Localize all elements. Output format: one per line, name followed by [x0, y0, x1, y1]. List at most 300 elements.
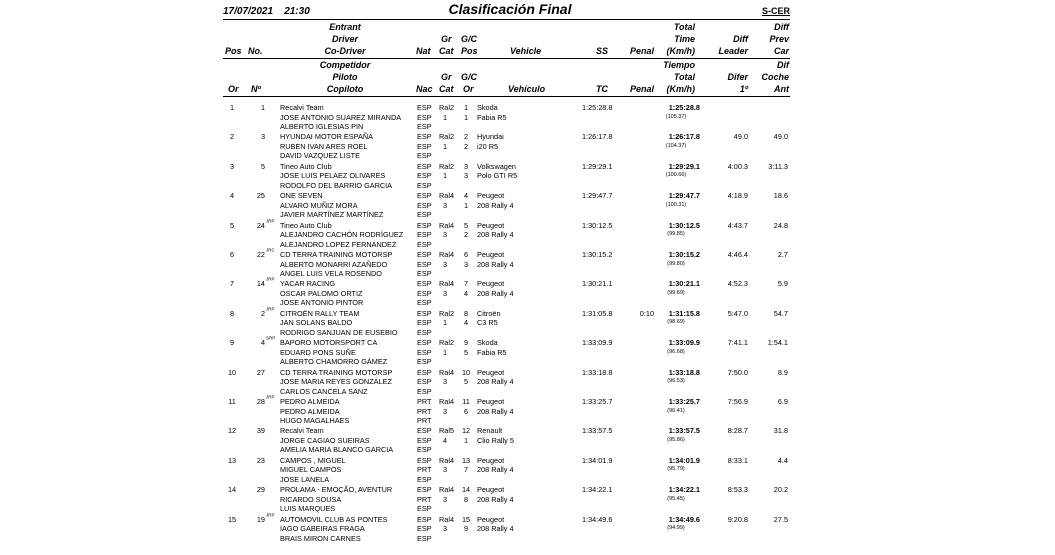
nat-driver: ESP: [417, 318, 432, 328]
category: 3: [442, 494, 448, 504]
col-gc-pos: Pos: [461, 46, 478, 56]
ss-time: 1:29:29.1: [582, 161, 613, 171]
vehicle-model: Fabia R5: [477, 347, 507, 357]
col-cat: Cat: [439, 46, 454, 56]
driver-name: JOSE MARIA REYES GONZALEZ: [280, 377, 392, 387]
diff-leader: 7:50.0: [727, 367, 748, 377]
col-ss: SS: [595, 46, 608, 56]
average-speed: (100.31): [665, 201, 687, 208]
diff-leader: 8:33.1: [727, 455, 748, 465]
nat-entrant: ESP: [417, 485, 432, 495]
vehicle-make: Peugeot: [477, 514, 505, 524]
nat-driver: PRT: [417, 465, 432, 475]
codriver-name: RODOLFO DEL BARRIO GARCIA: [280, 180, 393, 190]
nat-driver: PRT: [417, 406, 432, 416]
vehicle-make: Skoda: [477, 103, 498, 112]
gc-class-position: 4: [463, 288, 469, 298]
codriver-name: ALBERTO CHAMORRO GÁMEZ: [280, 357, 388, 367]
car-number: 5: [260, 161, 265, 171]
car-number: 1: [260, 103, 265, 112]
nat-driver: ESP: [417, 377, 432, 387]
entrant-name: YACAR RACING: [280, 279, 336, 289]
diff-leader: 4:43.7: [727, 220, 748, 230]
ss-time: 1:30:15.2: [582, 250, 613, 259]
vehicle-make: Peugeot: [477, 367, 505, 377]
diff-previous: 54.7: [773, 308, 788, 318]
group: Ral5: [439, 426, 455, 436]
average-speed: (98.69): [667, 319, 685, 326]
col-entrant: Entrant: [329, 22, 361, 32]
category: 1: [442, 112, 448, 122]
gc-class-position: 3: [463, 259, 469, 269]
vehicle-model: 208 Rally 4: [477, 288, 514, 298]
category: 1: [442, 141, 448, 151]
gc-position: 7: [463, 279, 469, 289]
ss-time: 1:33:57.5: [582, 426, 613, 436]
group: Ral2: [439, 161, 455, 171]
nat-driver: PRT: [417, 494, 432, 504]
group: Ral4: [439, 220, 455, 230]
col-pos: Pos: [225, 46, 242, 56]
diff-previous: 31.8: [773, 426, 788, 436]
category: 3: [442, 200, 448, 210]
gc-class-position: 5: [463, 377, 469, 387]
col-gc: G/C: [461, 34, 478, 44]
col-leader: Leader: [718, 46, 748, 56]
priority-cell: [266, 395, 275, 405]
category: 3: [442, 288, 448, 298]
codriver-name: LUIS MARQUES: [280, 504, 336, 514]
average-speed: (94.99): [667, 525, 685, 532]
group: Ral4: [439, 514, 455, 524]
page-title: Clasificación Final: [448, 1, 572, 17]
gc-position: 4: [463, 191, 469, 201]
average-speed: (96.53): [667, 378, 685, 385]
driver-name: PEDRO ALMEIDA: [280, 406, 340, 416]
category: 1: [442, 347, 448, 357]
entrant-name: Recalvi Team: [280, 426, 324, 436]
gc-class-position: 1: [463, 200, 469, 210]
total-time: 1:34:22.1: [668, 485, 700, 495]
col-kmh-es: (Km/h): [666, 84, 695, 94]
report-date: 17/07/2021: [223, 6, 274, 17]
diff-previous: 27.5: [773, 514, 788, 524]
nat-entrant: ESP: [417, 132, 432, 142]
driver-name: JORGE CAGIAO SUEIRAS: [280, 435, 370, 445]
vehicle-make: Peugeot: [477, 279, 505, 289]
ss-time: 1:30:12.5: [582, 220, 613, 230]
diff-leader: 4:52.3: [727, 279, 748, 289]
nat-codriver: ESP: [417, 357, 432, 367]
entrant-name: ONE SEVEN: [280, 191, 323, 201]
col-car: Car: [773, 46, 789, 56]
gc-position: 5: [463, 220, 469, 230]
gc-class-position: 1: [463, 435, 469, 445]
category: 4: [442, 435, 448, 445]
vehicle-make: Citroën: [477, 308, 501, 318]
diff-leader: 7:41.1: [727, 338, 748, 348]
gc-position: 8: [463, 308, 469, 318]
category: 3: [442, 259, 448, 269]
ss-time: 1:31:05.8: [582, 308, 613, 318]
nat-codriver: ESP: [417, 504, 432, 514]
gc-class-position: 1: [463, 112, 469, 122]
diff-previous: 18.6: [773, 191, 788, 201]
nat-codriver: ESP: [417, 180, 432, 190]
col-nat: Nat: [416, 46, 431, 56]
average-speed: (104.37): [665, 142, 687, 149]
car-number: 3: [260, 132, 265, 142]
gc-position: 13: [462, 455, 471, 465]
vehicle-model: Polo GTI R5: [477, 171, 518, 181]
total-time: 1:34:49.6: [668, 514, 700, 524]
nat-entrant: ESP: [417, 338, 432, 348]
nat-codriver: ESP: [417, 445, 432, 455]
car-number: 39: [256, 426, 265, 436]
total-time: 1:30:15.2: [668, 250, 700, 259]
codriver-name: CARLOS CANCELA SANZ: [280, 386, 368, 396]
diff-leader: 4:00.3: [727, 161, 748, 171]
nat-codriver: ESP: [417, 474, 432, 484]
col-prev: Prev: [769, 34, 789, 44]
position: 4: [229, 191, 235, 201]
gc-class-position: 8: [463, 494, 469, 504]
gc-position: 12: [462, 426, 471, 436]
col-no: No.: [248, 46, 263, 56]
nat-entrant: ESP: [417, 103, 432, 112]
vehicle-model: C3 R5: [477, 318, 498, 328]
ss-time: 1:30:21.1: [582, 279, 613, 289]
diff-previous: 8.9: [777, 367, 788, 377]
entrant-name: Tineo Auto Club: [280, 220, 332, 230]
col-piloto: Piloto: [332, 72, 358, 82]
priority-cell: [266, 219, 275, 229]
entrant-name: PROLAMA - EMOÇÃO, AVENTUR: [280, 485, 393, 495]
group: Ral4: [439, 367, 455, 377]
category: 3: [442, 406, 448, 416]
nat-entrant: ESP: [417, 367, 432, 377]
col-dif: Dif: [777, 60, 789, 70]
group: Ral4: [439, 279, 455, 289]
car-number: 24: [256, 220, 265, 230]
total-time: 1:26:17.8: [668, 132, 700, 142]
gc-position: 2: [463, 132, 469, 142]
group: Ral2: [439, 132, 455, 142]
nat-entrant: ESP: [417, 250, 432, 259]
nat-codriver: ESP: [417, 122, 432, 131]
gc-class-position: 7: [463, 465, 469, 475]
entrant-name: CD TERRA TRAINING MOTORSP: [280, 250, 393, 259]
ss-time: 1:34:22.1: [582, 485, 613, 495]
gc-position: 3: [463, 161, 469, 171]
entrant-name: Tineo Auto Club: [280, 161, 332, 171]
position: 11: [228, 397, 236, 406]
col-coche: Coche: [761, 72, 789, 82]
position: 8: [229, 308, 235, 318]
gc-class-position: 2: [463, 141, 469, 151]
car-number: 22: [256, 250, 265, 259]
col-total-es: Total: [673, 72, 695, 82]
gc-position: 1: [463, 103, 469, 112]
col-diff: Diff: [733, 34, 748, 44]
driver-name: ALBERTO MONARRI AZAÑEDO: [280, 259, 388, 269]
nat-codriver: ESP: [417, 151, 432, 161]
vehicle-model: 208 Rally 4: [477, 377, 514, 387]
category: 3: [442, 230, 448, 240]
diff-previous: 4.4: [777, 455, 788, 465]
col-gr-es: Gr: [441, 72, 452, 82]
car-number: 2: [260, 308, 265, 318]
nat-driver: ESP: [417, 435, 432, 445]
driver-name: JAN SOLANS BALDO: [280, 318, 353, 328]
vehicle-make: Peugeot: [477, 250, 505, 259]
total-time: 1:31:15.8: [668, 308, 700, 318]
ss-time: 1:25:28.8: [582, 103, 613, 112]
priority-tag: JRP: [266, 276, 275, 282]
total-time: 1:33:18.8: [668, 367, 700, 377]
car-number: 23: [256, 455, 265, 465]
diff-previous: 2.7: [777, 250, 788, 259]
position: 15: [227, 514, 237, 524]
diff-leader: 4:46.4: [727, 250, 748, 259]
nat-driver: ESP: [417, 524, 432, 534]
driver-name: EDUARD PONS SUÑE: [280, 347, 356, 357]
driver-name: ALEJANDRO CACHÓN RODRÍGUEZ: [280, 230, 404, 240]
header-rule-top: [223, 19, 790, 20]
nat-entrant: ESP: [417, 279, 432, 289]
col-cat-es: Cat: [439, 84, 454, 94]
driver-name: MIGUEL CAMPOS: [280, 465, 342, 475]
vehicle-model: Clio Rally 5: [477, 435, 514, 445]
gc-class-position: 4: [463, 318, 469, 328]
nat-driver: ESP: [417, 230, 432, 240]
diff-previous: 24.8: [773, 220, 788, 230]
col-kmh: (Km/h): [666, 46, 695, 56]
codriver-name: ANGEL LUIS VELA ROSENDO: [280, 269, 382, 278]
category: 1: [442, 171, 448, 181]
car-number: 4: [260, 338, 265, 348]
total-time: 1:30:12.5: [668, 220, 700, 230]
average-speed: (99.80): [667, 260, 685, 267]
ss-time: 1:33:25.7: [582, 397, 613, 406]
total-time: 1:30:21.1: [668, 279, 700, 289]
col-primero: 1º: [739, 84, 748, 94]
nat-driver: ESP: [417, 259, 432, 269]
col-penal: Penal: [629, 46, 654, 56]
entrant-name: Recalvi Team: [280, 103, 324, 112]
gc-position: 6: [463, 250, 469, 259]
header-rule-bottom: [223, 96, 790, 97]
vehicle-make: Peugeot: [477, 191, 505, 201]
average-speed: (95.45): [667, 495, 685, 502]
nat-entrant: PRT: [417, 397, 432, 406]
group: Ral2: [439, 308, 455, 318]
driver-name: RUBEN IVAN ARES ROEL: [280, 141, 368, 151]
position: 2: [229, 132, 235, 142]
position: 12: [227, 426, 237, 436]
total-time: 1:29:29.1: [668, 161, 700, 171]
total-time: 1:25:28.8: [668, 103, 700, 112]
col-codriver: Co-Driver: [324, 46, 366, 56]
col-tc: TC: [596, 84, 608, 94]
col-nac: Nac: [416, 84, 433, 94]
nat-codriver: ESP: [417, 386, 432, 396]
entrant-name: AUTOMOVIL CLUB AS PONTES: [280, 514, 388, 524]
diff-previous: 20.2: [773, 485, 788, 495]
gc-class-position: 3: [463, 171, 469, 181]
gc-position: 15: [462, 514, 471, 524]
category: 1: [442, 318, 448, 328]
position: 14: [227, 485, 237, 495]
col-copiloto: Copiloto: [326, 84, 364, 94]
nat-driver: ESP: [417, 347, 432, 357]
nat-codriver: ESP: [417, 327, 432, 337]
col-time: Time: [674, 34, 695, 44]
codriver-name: BRAIS MIRON CARNES: [280, 533, 361, 543]
priority-tag: JRP: [266, 512, 275, 518]
vehicle-make: Peugeot: [477, 397, 505, 406]
vehicle-make: Hyundai: [477, 132, 504, 142]
total-time: 1:29:47.7: [668, 191, 700, 201]
priority-cell: [266, 277, 275, 287]
priority-cell: [266, 513, 275, 523]
driver-name: RICARDO SOUSA: [280, 494, 342, 504]
priority-cell: [266, 336, 275, 346]
vehicle-model: 208 Rally 4: [477, 200, 514, 210]
position: 6: [229, 250, 235, 259]
average-speed: (95.79): [667, 466, 685, 473]
gc-class-position: 9: [463, 524, 469, 534]
col-difer: Difer: [727, 72, 748, 82]
codriver-name: JOSE LANELA: [280, 474, 330, 484]
nat-driver: ESP: [417, 288, 432, 298]
vehicle-make: Peugeot: [477, 485, 505, 495]
position: 3: [229, 161, 235, 171]
vehicle-model: 208 Rally 4: [477, 524, 514, 534]
codriver-name: ALEJANDRO LOPEZ FERNANDEZ: [280, 239, 397, 249]
codriver-name: AMELIA MARIA BLANCO GARCIA: [280, 445, 394, 455]
vehicle-make: Renault: [477, 426, 503, 436]
priority-tag: JRC: [266, 247, 275, 253]
total-time: 1:34:01.9: [668, 455, 700, 465]
average-speed: (105.37): [665, 113, 687, 120]
entrant-name: PEDRO ALMEIDA: [280, 397, 340, 406]
codriver-name: HUGO MAGALHAES: [280, 416, 350, 425]
driver-name: ALVARO MUÑIZ MORA: [280, 200, 358, 210]
position: 9: [229, 338, 235, 348]
vehicle-model: i20 R5: [477, 141, 499, 151]
vehicle-make: Peugeot: [477, 220, 505, 230]
vehicle-model: 208 Rally 4: [477, 465, 514, 475]
gc-position: 14: [462, 485, 471, 495]
average-speed: (95.86): [667, 436, 685, 443]
entrant-name: CAMPOS , MIGUEL: [280, 455, 346, 465]
col-or: Or: [228, 84, 239, 94]
group: Ral4: [439, 191, 455, 201]
entrant-name: HYUNDAI MOTOR ESPAÑA: [280, 132, 373, 142]
driver-name: JOSE ANTONIO SUAREZ MIRANDA: [280, 112, 402, 122]
codriver-name: DAVID VAZQUEZ LISTE: [280, 151, 361, 161]
nat-codriver: ESP: [417, 269, 432, 278]
col-ant: Ant: [774, 84, 789, 94]
gc-class-position: 5: [463, 347, 469, 357]
priority-cell: [266, 248, 275, 258]
nat-entrant: ESP: [417, 191, 432, 201]
position: 5: [229, 220, 235, 230]
group: Ral4: [439, 250, 455, 259]
average-speed: (96.41): [667, 407, 685, 414]
vehicle-model: Fabia R5: [477, 112, 507, 122]
gc-position: 11: [462, 397, 470, 406]
nat-codriver: PRT: [417, 416, 432, 425]
col-vehicle: Vehicle: [510, 46, 542, 56]
ss-time: 1:26:17.8: [582, 132, 613, 142]
vehicle-make: Peugeot: [477, 455, 505, 465]
diff-previous: 6.9: [777, 397, 788, 406]
nat-codriver: ESP: [417, 239, 432, 249]
driver-name: JOSE LUIS PELAEZ OLIVARES: [280, 171, 386, 181]
diff-previous: 5.9: [777, 279, 788, 289]
stage-code: S-CER: [761, 6, 790, 16]
codriver-name: JOSE ANTONIO PINTOR: [280, 298, 364, 308]
codriver-name: ALBERTO IGLESIAS PIN: [280, 122, 364, 131]
gc-class-position: 2: [463, 230, 469, 240]
category: 3: [442, 465, 448, 475]
diff-leader: 9:20.8: [727, 514, 748, 524]
average-speed: (99.69): [667, 289, 685, 296]
category: 3: [442, 524, 448, 534]
col-driver: Driver: [331, 34, 358, 44]
diff-previous: 1:54.1: [767, 338, 788, 348]
nat-driver: ESP: [417, 141, 432, 151]
position: 1: [229, 103, 235, 112]
group: Ral4: [439, 397, 455, 406]
priority-tag: JRP: [266, 394, 275, 400]
nat-driver: ESP: [417, 171, 432, 181]
diff-previous: 49.0: [773, 132, 788, 142]
diff-leader: 8:53.3: [727, 485, 748, 495]
col-gr: Gr: [441, 34, 452, 44]
nat-codriver: ESP: [417, 298, 432, 308]
group: Ral2: [439, 338, 455, 348]
col-numero: Nº: [251, 84, 261, 94]
codriver-name: JAVIER MARTÍNEZ MARTÍNEZ: [280, 210, 384, 220]
col-gc-or: Or: [463, 84, 474, 94]
group: Ral2: [439, 103, 455, 112]
total-time: 1:33:09.9: [668, 338, 700, 348]
nat-entrant: ESP: [417, 514, 432, 524]
diff-leader: 49.0: [733, 132, 748, 142]
nat-driver: ESP: [417, 112, 432, 122]
ss-time: 1:34:49.6: [582, 514, 613, 524]
vehicle-make: Volkswagen: [477, 161, 516, 171]
driver-name: OSCAR PALOMO ORTIZ: [280, 288, 363, 298]
car-number: 14: [256, 279, 265, 289]
codriver-name: RODRIGO SANJUAN DE EUSEBIO: [280, 327, 398, 337]
car-number: 27: [256, 367, 265, 377]
car-number: 25: [256, 191, 265, 201]
nat-codriver: ESP: [417, 533, 432, 543]
diff-leader: 5:47.0: [727, 308, 748, 318]
penalty: 0:10: [639, 308, 654, 318]
nat-driver: ESP: [417, 200, 432, 210]
diff-previous: 3:11.3: [768, 161, 788, 171]
col-penal-es: Penal: [629, 84, 654, 94]
gc-position: 9: [463, 338, 469, 348]
total-time: 1:33:25.7: [668, 397, 700, 406]
vehicle-model: 208 Rally 4: [477, 494, 514, 504]
col-competidor: Competidor: [319, 60, 371, 70]
